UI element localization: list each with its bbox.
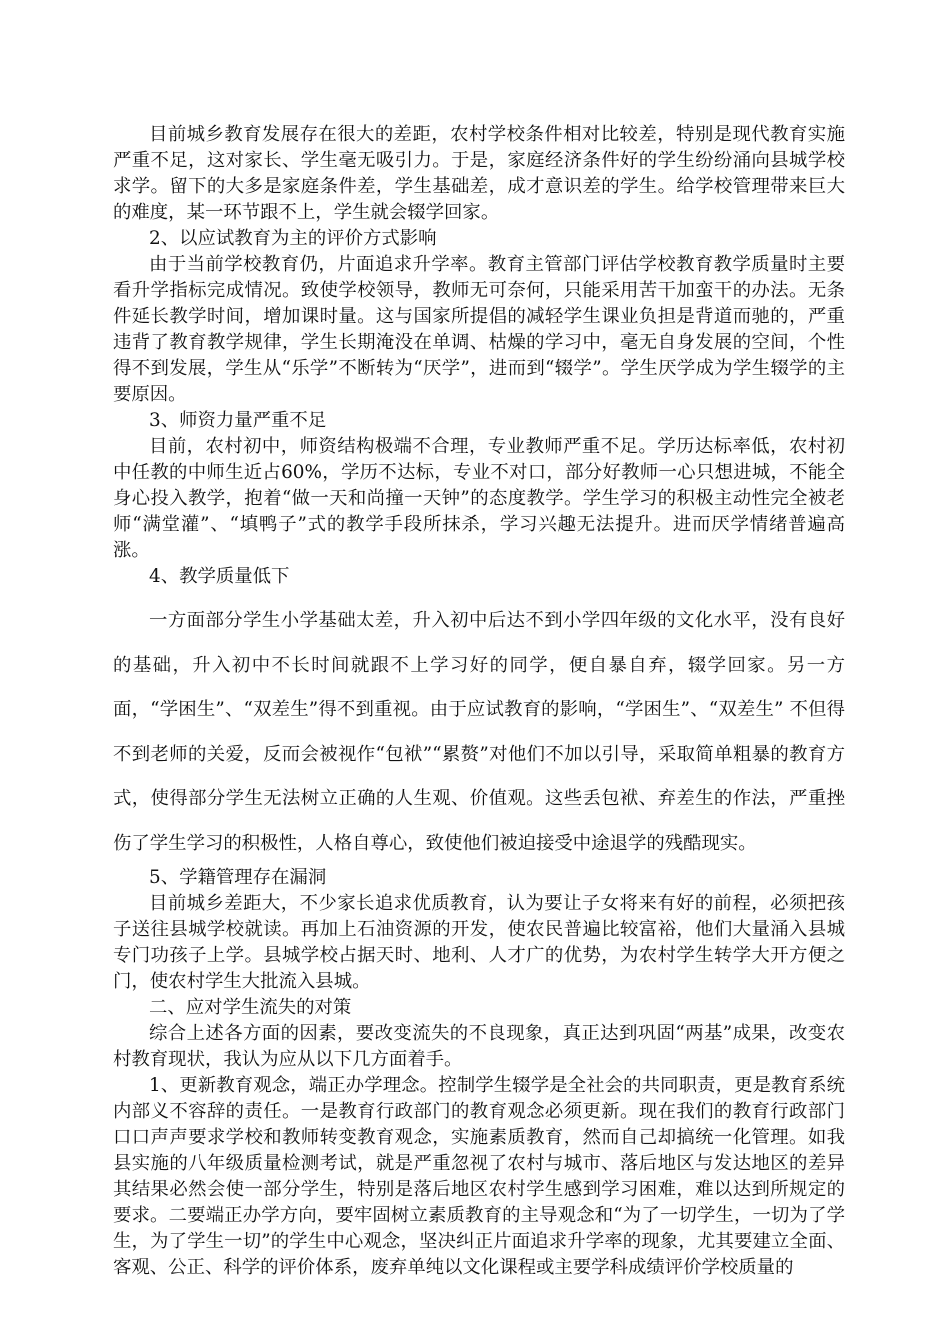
section-heading-4: 4、教学质量低下 bbox=[149, 566, 290, 587]
section-heading-3: 3、师资力量严重不足 bbox=[149, 410, 327, 431]
paragraph-summary: 综合上述各方面的因素，要改变流失的不良现象，真正达到巩固“两基”成果，改变农村教育现状，我认为应从以下几方面着手。 bbox=[113, 1022, 845, 1070]
paragraph-teaching-quality: 一方面部分学生小学基础太差，升入初中后达不到小学四年级的文化水平，没有良好的基础，升入初中不长时间就跟不上学习好的同学，便自暴自弃，辍学回家。另一方面，“学困生”、“双差生”得不到重视。由于应试教育的影响，“学困生”、“双差生” 不但得不到老师的关爱，反而会被视作“包袱”“累赘”对他们不加以引导，采取简单粗暴的教育方式，使得部分学生无法树立正确的人生观、价值观。这些丢包袱、弃差生的作法，严重挫伤了学生学习的积极性，人格自尊心，致使他们被迫接受中途退学的残酷现实。 bbox=[113, 610, 845, 854]
paragraph-enrollment-management: 目前城乡差距大，不少家长追求优质教育，认为要让子女将来有好的前程，必须把孩子送往县城学校就读。再加上石油资源的开发，使农民普遍比较富裕，他们大量涌入县城专门功孩子上学。县城学校占据天时、地利、人才广的优势，为农村学生转学大开方便之门，使农村学生大批流入县城。 bbox=[113, 892, 845, 992]
section-heading-2: 2、以应试教育为主的评价方式影响 bbox=[149, 228, 437, 249]
paragraph-teacher-shortage: 目前，农村初中，师资结构极端不合理，专业教师严重不足。学历达标率低，农村初中任教的中师生近占60%，学历不达标，专业不对口，部分好教师一心只想进城，不能全身心投入教学，抱着“做一天和尚撞一天钟”的态度教学。学生学习的积极主动性完全被老师“满堂灌”、“填鸭子”式的教学手段所抹杀，学习兴趣无法提升。进而厌学情绪普遍高涨。 bbox=[113, 436, 845, 561]
section-heading-5: 5、学籍管理存在漏洞 bbox=[149, 866, 327, 888]
document-page bbox=[113, 122, 845, 1281]
paragraph-update-concepts: 1、更新教育观念，端正办学理念。控制学生辍学是全社会的共同职责，更是教育系统内部义不容辞的责任。一是教育行政部门的教育观念必须更新。现在我们的教育行政部门口口声声要求学校和教师转变教育观念，实施素质教育，然而自己却搞统一化管理。如我县实施的八年级质量检测考试，就是严重忽视了农村与城市、落后地区与发达地区的差异其结果必然会使一部分学生，特别是落后地区农村学生感到学习困难，难以达到所规定的要求。二要端正办学方向，要牢固树立素质教育的主导观念和“为了一切学生，一切为了学生，为了学生一切”的学生中心观念，坚决纠正片面追求升学率的现象，尤其要建立全面、客观、公正、科学的评价体系，废弃单纯以文化课程或主要学科成绩评价学校质量的 bbox=[113, 1074, 845, 1278]
paragraph-intro: 目前城乡教育发展存在很大的差距，农村学校条件相对比较差，特别是现代教育实施严重不足，这对家长、学生毫无吸引力。于是，家庭经济条件好的学生纷纷涌向县城学校求学。留下的大多是家庭条件差，学生基础差，成才意识差的学生。给学校管理带来巨大的难度，某一环节跟不上，学生就会辍学回家。 bbox=[113, 124, 845, 223]
section-heading-countermeasures: 二、应对学生流失的对策 bbox=[149, 996, 352, 1018]
paragraph-exam-evaluation: 由于当前学校教育仍，片面追求升学率。教育主管部门评估学校教育教学质量时主要看升学指标完成情况。致使学校领导，教师无可奈何，只能采用苦干加蛮干的办法。无条件延长教学时间，增加课时量。这与国家所提倡的减轻学生课业负担是背道而驰的，严重违背了教育教学规律，学生长期淹没在单调、枯燥的学习中，毫无自身发展的空间，个性得不到发展，学生从“乐学”不断转为“厌学”，进而到“辍学”。学生厌学成为学生辍学的主要原因。 bbox=[113, 254, 845, 405]
